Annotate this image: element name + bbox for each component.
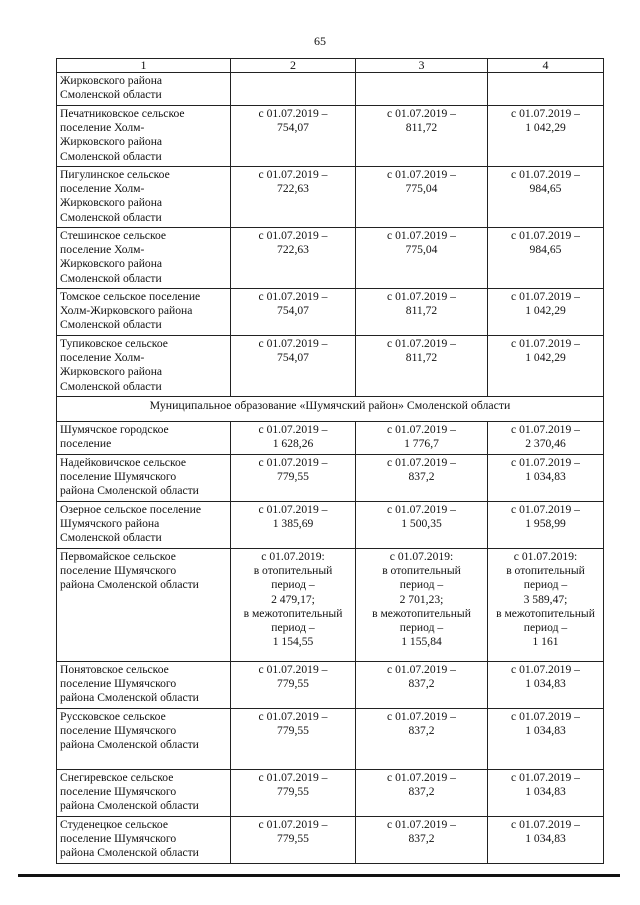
cell-text-line: 811,72	[405, 304, 438, 318]
cell-text-line: 2 479,17;	[271, 592, 315, 606]
tariff-cell-col2	[231, 73, 356, 106]
cell-text-line: период –	[523, 621, 568, 635]
cell-text-line: с 01.07.2019 –	[387, 423, 456, 436]
table-row	[57, 106, 604, 167]
cell-text-line: в отопительный	[382, 564, 461, 578]
cell-text-line: с 01.07.2019 –	[258, 710, 328, 723]
cell-text-line: с 01.07.2019 –	[511, 663, 580, 676]
tariff-cell-col4	[488, 422, 604, 455]
tariff-cell-col3	[356, 228, 488, 289]
cell-text-line: с 01.07.2019 –	[258, 229, 328, 242]
tariff-table	[56, 58, 604, 864]
tariff-cell-col4	[488, 228, 604, 289]
cell-text-line: период –	[271, 621, 315, 635]
cell-text-line: с 01.07.2019 –	[387, 229, 456, 242]
cell-text-line: с 01.07.2019 –	[387, 456, 456, 469]
table-row	[57, 228, 604, 289]
cell-text-line: 754,07	[277, 351, 309, 365]
cell-text-line: с 01.07.2019 –	[387, 290, 456, 303]
cell-text-line: поселение	[60, 437, 112, 451]
cell-text-line: с 01.07.2019 –	[258, 456, 328, 469]
cell-text-line: с 01.07.2019 –	[511, 771, 580, 784]
cell-text-line: Печатниковское сельское	[60, 107, 185, 120]
cell-text-line: с 01.07.2019 –	[387, 818, 456, 831]
cell-text-line: 1 034,83	[525, 785, 566, 799]
cell-text-line: 1 500,35	[401, 517, 442, 531]
cell-text-line: с 01.07.2019 –	[387, 107, 456, 120]
cell-text-line: с 01.07.2019 –	[511, 818, 580, 831]
cell-text-line: 775,04	[405, 243, 438, 257]
table-row	[57, 817, 604, 864]
column-header-2: 2	[231, 59, 356, 73]
table-row	[57, 549, 604, 662]
cell-text-line: Жирковского района	[60, 74, 163, 87]
cell-text-line: Шумячского района	[60, 517, 160, 531]
cell-text-line: поселение Холм-	[60, 351, 145, 365]
tariff-cell-col2	[231, 336, 356, 397]
settlement-name-cell	[57, 455, 231, 502]
cell-text-line: 779,55	[277, 832, 309, 846]
cell-text-line: поселение Шумячского	[60, 785, 177, 799]
cell-text-line: района Смоленской области	[60, 846, 199, 860]
tariff-cell-col3	[356, 770, 488, 817]
cell-text-line: поселение Шумячского	[60, 564, 177, 578]
cell-text-line: 811,72	[405, 121, 438, 135]
cell-text-line: с 01.07.2019 –	[511, 456, 580, 469]
cell-text-line: Смоленской области	[60, 88, 162, 102]
cell-text-line: Шумячское городское	[60, 423, 169, 436]
tariff-cell-col4	[488, 336, 604, 397]
cell-text-line: 722,63	[277, 182, 309, 196]
tariff-cell-col4	[488, 455, 604, 502]
tariff-cell-col2	[231, 106, 356, 167]
cell-text-line: 1 154,55	[272, 635, 314, 649]
settlement-name-cell	[57, 662, 231, 709]
cell-text-line: 1 034,83	[525, 470, 566, 484]
tariff-cell-col3	[356, 336, 488, 397]
column-header-3: 3	[356, 59, 488, 73]
cell-text-line: с 01.07.2019 –	[258, 503, 328, 516]
table-row	[57, 167, 604, 228]
cell-text-line: 722,63	[277, 243, 309, 257]
cell-text-line: с 01.07.2019 –	[387, 337, 456, 350]
settlement-name-cell	[57, 770, 231, 817]
tariff-cell-col3	[356, 709, 488, 770]
cell-text-line: 1 161	[532, 635, 559, 649]
cell-text-line: 984,65	[529, 182, 562, 196]
cell-text-line: Руссковское сельское	[60, 710, 166, 723]
table-row	[57, 422, 604, 455]
tariff-cell-col4	[488, 770, 604, 817]
cell-text-line: с 01.07.2019 –	[511, 503, 580, 516]
tariff-cell-col4	[488, 817, 604, 864]
table-body	[57, 73, 604, 864]
cell-text-line: с 01.07.2019 –	[511, 710, 580, 723]
cell-text-line: с 01.07.2019 –	[258, 663, 328, 676]
cell-text-line: 2 701,23;	[399, 592, 444, 606]
cell-text-line: 1 034,83	[525, 677, 566, 691]
cell-text-line: с 01.07.2019 –	[387, 168, 456, 181]
page-number: 65	[314, 34, 326, 48]
settlement-name-cell	[57, 709, 231, 770]
table-row	[57, 73, 604, 106]
cell-text-line: с 01.07.2019:	[513, 550, 578, 563]
tariff-cell-col3	[356, 662, 488, 709]
table-row	[57, 455, 604, 502]
cell-text-line: Смоленской области	[60, 531, 162, 545]
cell-text-line: 837,2	[408, 724, 435, 738]
cell-text-line: в отопительный	[253, 564, 333, 578]
cell-text-line: 811,72	[405, 351, 438, 365]
cell-text-line: 837,2	[408, 785, 435, 799]
bottom-rule	[18, 874, 620, 877]
cell-text-line: с 01.07.2019:	[389, 550, 454, 563]
cell-text-line: 3 589,47;	[523, 592, 568, 606]
cell-text-line: Холм-Жирковского района	[60, 304, 193, 318]
cell-text-line: Смоленской области	[60, 379, 162, 393]
cell-text-line: района Смоленской области	[60, 691, 199, 705]
cell-text-line: Жирковского района	[60, 196, 163, 210]
cell-text-line: с 01.07.2019 –	[511, 229, 580, 242]
settlement-name-cell	[57, 817, 231, 864]
cell-text-line: 779,55	[277, 470, 309, 484]
cell-text-line: 779,55	[277, 677, 309, 691]
table-row	[57, 289, 604, 336]
cell-text-line: 1 042,29	[525, 304, 566, 318]
cell-text-line: 1 958,99	[525, 517, 566, 531]
cell-text-line: с 01.07.2019 –	[511, 423, 580, 436]
cell-text-line: поселение Холм-	[60, 121, 145, 135]
tariff-cell-col3	[356, 167, 488, 228]
tariff-cell-col3	[356, 73, 488, 106]
cell-text-line: Первомайское сельское	[60, 550, 176, 563]
cell-text-line: с 01.07.2019 –	[258, 290, 328, 303]
settlement-name-cell	[57, 228, 231, 289]
cell-text-line: поселение Шумячского	[60, 677, 177, 691]
tariff-cell-col4	[488, 106, 604, 167]
cell-text-line: Озерное сельское поселение	[60, 503, 201, 516]
cell-text-line: 837,2	[408, 832, 435, 846]
cell-text-line: с 01.07.2019 –	[258, 107, 328, 120]
tariff-cell-col4	[488, 502, 604, 549]
cell-text-line: 2 370,46	[525, 437, 566, 451]
cell-text-line: период –	[523, 578, 568, 592]
cell-text-line: в межотопительный	[372, 606, 471, 620]
cell-text-line: Жирковского района	[60, 135, 163, 149]
tariff-cell-col2	[231, 709, 356, 770]
tariff-cell-col3	[356, 422, 488, 455]
cell-text-line: Томское сельское поселение	[60, 290, 201, 303]
cell-text-line: период –	[399, 578, 444, 592]
cell-text-line: Тупиковское сельское	[60, 337, 168, 350]
cell-text-line: в межотопительный	[243, 606, 343, 620]
cell-text-line: Смоленской области	[60, 149, 162, 163]
cell-text-line: в отопительный	[506, 564, 585, 578]
cell-text-line: с 01.07.2019 –	[387, 663, 456, 676]
table-row	[57, 709, 604, 770]
cell-text-line: 1 042,29	[525, 121, 566, 135]
cell-text-line: Смоленской области	[60, 271, 162, 285]
tariff-cell-col2	[231, 549, 356, 662]
settlement-name-cell	[57, 289, 231, 336]
cell-text-line: 1 034,83	[525, 832, 566, 846]
cell-text-line: Жирковского района	[60, 365, 163, 379]
cell-text-line: Смоленской области	[60, 210, 162, 224]
cell-text-line: поселение Шумячского	[60, 724, 177, 738]
cell-text-line: Надейковичское сельское	[60, 456, 187, 469]
cell-text-line: района Смоленской области	[60, 578, 199, 592]
settlement-name-cell	[57, 549, 231, 662]
tariff-cell-col4	[488, 709, 604, 770]
cell-text-line: Снегиревское сельское	[60, 771, 174, 784]
settlement-name-cell	[57, 336, 231, 397]
settlement-name-cell	[57, 106, 231, 167]
column-header-4: 4	[488, 59, 604, 73]
table-row	[57, 662, 604, 709]
table-row	[57, 336, 604, 397]
cell-text-line: 837,2	[408, 677, 435, 691]
tariff-cell-col4	[488, 549, 604, 662]
cell-text-line: период –	[399, 621, 444, 635]
cell-text-line: 1 034,83	[525, 724, 566, 738]
cell-text-line: с 01.07.2019 –	[258, 337, 328, 350]
cell-text-line: 1 628,26	[272, 437, 314, 451]
cell-text-line: района Смоленской области	[60, 799, 199, 813]
cell-text-line: Пигулинское сельское	[60, 168, 170, 181]
cell-text-line: 1 155,84	[401, 635, 442, 649]
cell-text-line: 1 042,29	[525, 351, 566, 365]
section-title: Муниципальное образование «Шумячский район» Смоленской области	[57, 397, 604, 422]
cell-text-line: с 01.07.2019 –	[258, 168, 328, 181]
cell-text-line: Жирковского района	[60, 257, 163, 271]
cell-text-line: с 01.07.2019 –	[387, 710, 456, 723]
cell-text-line: с 01.07.2019 –	[511, 337, 580, 350]
column-header-1: 1	[57, 59, 231, 73]
settlement-name-cell	[57, 502, 231, 549]
cell-text-line: района Смоленской области	[60, 484, 199, 498]
settlement-name-cell	[57, 422, 231, 455]
tariff-cell-col2	[231, 289, 356, 336]
cell-text-line: района Смоленской области	[60, 738, 199, 752]
cell-text-line: поселение Шумячского	[60, 832, 177, 846]
cell-text-line: Стешинское сельское	[60, 229, 167, 242]
tariff-cell-col2	[231, 455, 356, 502]
cell-text-line: поселение Холм-	[60, 182, 145, 196]
cell-text-line: Понятовское сельское	[60, 663, 169, 676]
section-header-row	[57, 397, 604, 422]
cell-text-line: Студенецкое сельское	[60, 818, 168, 831]
cell-text-line: 779,55	[277, 785, 309, 799]
tariff-cell-col2	[231, 228, 356, 289]
cell-text-line: 775,04	[405, 182, 438, 196]
table-row	[57, 502, 604, 549]
cell-text-line: 754,07	[277, 121, 309, 135]
tariff-cell-col2	[231, 502, 356, 549]
cell-text-line: с 01.07.2019 –	[258, 771, 328, 784]
cell-text-line: с 01.07.2019 –	[511, 290, 580, 303]
tariff-cell-col3	[356, 289, 488, 336]
cell-text-line: с 01.07.2019 –	[511, 107, 580, 120]
cell-text-line: 754,07	[277, 304, 309, 318]
cell-text-line: поселение Холм-	[60, 243, 145, 257]
tariff-cell-col2	[231, 817, 356, 864]
table-row	[57, 770, 604, 817]
cell-text-line: 837,2	[408, 470, 435, 484]
cell-text-line: 1 385,69	[272, 517, 314, 531]
cell-text-line: с 01.07.2019 –	[511, 168, 580, 181]
cell-text-line: с 01.07.2019:	[261, 550, 325, 563]
tariff-cell-col3	[356, 106, 488, 167]
header-row	[57, 59, 604, 73]
settlement-name-cell	[57, 73, 231, 106]
tariff-cell-col2	[231, 662, 356, 709]
cell-text-line: 1 776,7	[404, 437, 439, 451]
cell-text-line: с 01.07.2019 –	[387, 503, 456, 516]
tariff-cell-col3	[356, 455, 488, 502]
tariff-cell-col4	[488, 289, 604, 336]
cell-text-line: период –	[271, 578, 315, 592]
cell-text-line: с 01.07.2019 –	[258, 423, 328, 436]
tariff-cell-col4	[488, 73, 604, 106]
tariff-cell-col3	[356, 549, 488, 662]
settlement-name-cell	[57, 167, 231, 228]
tariff-cell-col3	[356, 817, 488, 864]
tariff-cell-col4	[488, 167, 604, 228]
tariff-cell-col2	[231, 167, 356, 228]
tariff-cell-col4	[488, 662, 604, 709]
cell-text-line: 779,55	[277, 724, 309, 738]
tariff-cell-col2	[231, 770, 356, 817]
cell-text-line: Смоленской области	[60, 318, 162, 332]
cell-text-line: с 01.07.2019 –	[387, 771, 456, 784]
tariff-cell-col3	[356, 502, 488, 549]
tariff-cell-col2	[231, 422, 356, 455]
cell-text-line: в межотопительный	[496, 606, 595, 620]
cell-text-line: поселение Шумячского	[60, 470, 177, 484]
cell-text-line: 984,65	[529, 243, 562, 257]
cell-text-line: с 01.07.2019 –	[258, 818, 328, 831]
